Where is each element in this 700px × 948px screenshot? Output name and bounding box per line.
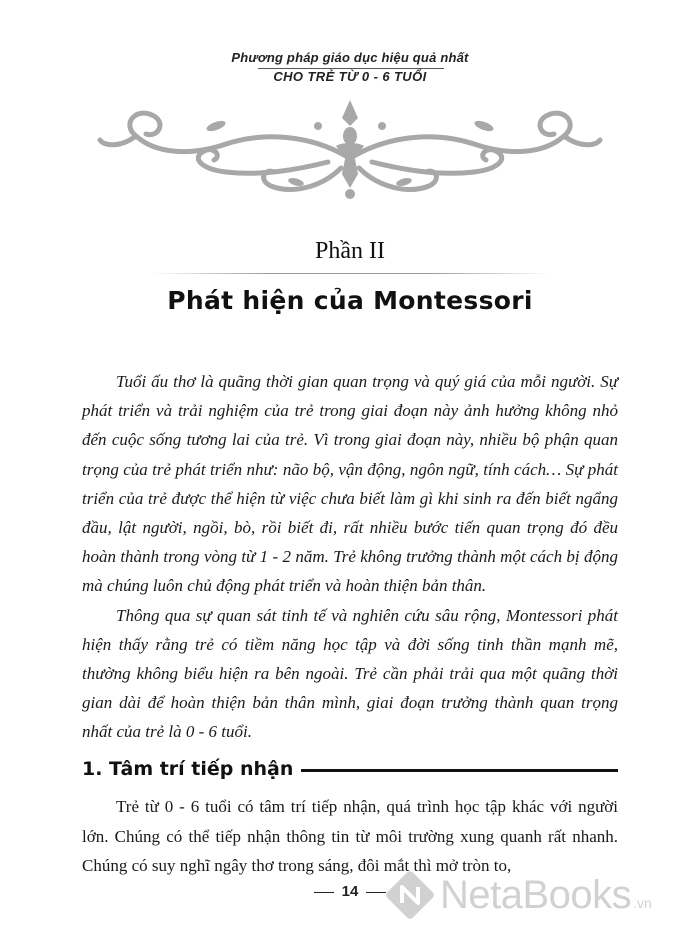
page-number-dash [314, 892, 334, 893]
running-header [0, 50, 700, 84]
section-heading [82, 758, 618, 780]
body-paragraph: Trẻ từ 0 - 6 tuổi có tâm trí tiếp nhận, quá trình học tập khác với người lớn. Chúng có thể tiếp nhận thông tin từ môi trường xung quanh rất nhanh. Chúng có suy nghĩ ngây thơ trong sáng, đôi mắt thì mở tròn to, [82, 797, 618, 875]
watermark [386, 862, 696, 928]
page-number-value: 14 [341, 883, 359, 900]
intro-paragraph: Thông qua sự quan sát tinh tế và nghiên cứu sâu rộng, Montessori phát hiện thấy rằng trẻ có tiềm năng học tập và đời sống tinh thần mạnh mẽ, thường không biểu hiện ra bên ngoài. Trẻ cần phải trải qua một quãng thời gian dài để hoàn thiện bản thân mình, giai đoạn trưởng thành quan trọng nhất của trẻ là 0 - 6 tuổi. [82, 605, 618, 742]
netabooks-logo-icon [386, 871, 434, 919]
page-number-dash [366, 892, 386, 893]
watermark-brand: NetaBooks [440, 872, 632, 917]
part-divider [150, 273, 550, 274]
intro-text [82, 367, 618, 747]
section-title: 1. Tâm trí tiếp nhận [82, 758, 294, 780]
section-rule [301, 769, 618, 772]
series-title: Phương pháp giáo dục hiệu quả nhất [231, 50, 469, 65]
series-subtitle: CHO TRẺ TỪ 0 - 6 TUỔI [273, 69, 427, 84]
watermark-tld: .vn [633, 895, 652, 911]
baroque-scroll-ornament-icon [96, 96, 604, 200]
part-label: Phần II [315, 238, 385, 264]
header-rule [258, 68, 444, 69]
intro-paragraph: Tuổi ấu thơ là quãng thời gian quan trọng và quý giá của mỗi người. Sự phát triển và trải nghiệm của trẻ trong giai đoạn này ảnh hưởng không nhỏ đến cuộc sống tương lai của trẻ. Vì trong giai đoạn này, nhiều bộ phận quan trọng của trẻ phát triển như: não bộ, vận động, ngôn ngữ, tính cách… Sự phát triển của trẻ được thể hiện từ việc chưa biết làm gì khi sinh ra đến biết ngẩng đầu, lật người, ngồi, bò, rồi biết đi, rất nhiều bước tiến quan trọng đó đều hoàn thành trong vòng từ 1 - 2 năm. Trẻ không trưởng thành một cách bị động mà chúng luôn chủ động phát triển và hoàn thiện bản thân. [82, 372, 618, 596]
part-title: Phát hiện của Montessori [167, 286, 533, 315]
